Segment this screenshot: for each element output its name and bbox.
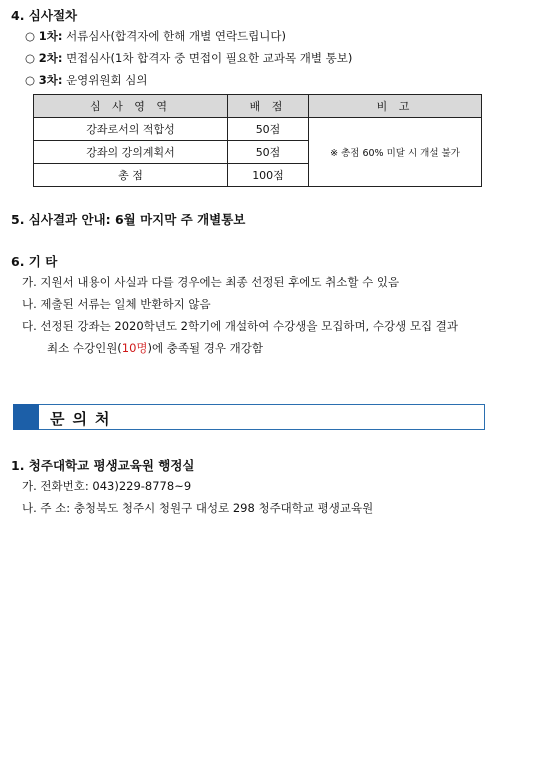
table-header-cell: 심 사 영 역 bbox=[34, 95, 228, 118]
table-header-row bbox=[34, 95, 482, 118]
circle-bullet-icon: ○ bbox=[25, 73, 36, 87]
table-cell-score: 50점 bbox=[228, 141, 309, 164]
review-step-text: 면접심사(1차 합격자 중 면접이 필요한 교과목 개별 통보) bbox=[66, 51, 353, 65]
table-cell-score: 100점 bbox=[228, 164, 309, 187]
min-enrollment-highlight: 10명 bbox=[121, 341, 148, 355]
review-step-text: 운영위원회 심의 bbox=[66, 73, 148, 87]
contact-phone bbox=[22, 478, 191, 494]
review-heading: 4. 심사절차 bbox=[11, 8, 78, 23]
misc-heading: 6. 기 타 bbox=[11, 254, 58, 269]
contact-section-bar bbox=[13, 404, 485, 430]
phone-text: 전화번호: 043)229-8778~9 bbox=[40, 479, 192, 493]
item-marker: 가. bbox=[22, 275, 37, 289]
misc-item-1 bbox=[22, 274, 399, 290]
table-cell-area: 강좌로서의 적합성 bbox=[34, 118, 228, 141]
contact-address bbox=[22, 500, 373, 516]
item-text: 제출된 서류는 일체 반환하지 않음 bbox=[40, 297, 211, 311]
item-marker: 다. bbox=[22, 319, 37, 333]
contact-section-title: 문의처 bbox=[50, 410, 118, 428]
circle-bullet-icon: ○ bbox=[25, 51, 36, 65]
review-step-label: 1차: bbox=[38, 29, 63, 43]
item-marker: 나. bbox=[22, 501, 37, 515]
table-header-cell: 비 고 bbox=[309, 95, 482, 118]
table-header-cell: 배 점 bbox=[228, 95, 309, 118]
review-step-text: 서류심사(합격자에 한해 개별 연락드립니다) bbox=[66, 29, 286, 43]
address-text: 주 소: 충청북도 청주시 청원구 대성로 298 청주대학교 평생교육원 bbox=[40, 501, 374, 515]
table-cell-area: 총 점 bbox=[34, 164, 228, 187]
section-accent-block bbox=[13, 404, 39, 430]
misc-item-3 bbox=[22, 318, 458, 334]
item-marker: 나. bbox=[22, 297, 37, 311]
misc-item-2 bbox=[22, 296, 211, 312]
table-cell-score: 50점 bbox=[228, 118, 309, 141]
table-note: ※ 총점 60% 미달 시 개설 불가 bbox=[309, 118, 482, 187]
score-table bbox=[33, 94, 482, 187]
review-step-label: 3차: bbox=[38, 73, 63, 87]
continuation-text: 최소 수강인원( bbox=[47, 341, 122, 355]
item-text: 선정된 강좌는 2020학년도 2학기에 개설하여 수강생을 모집하며, 수강생 모집 결과 bbox=[40, 319, 458, 333]
table-row bbox=[34, 118, 482, 141]
review-step-label: 2차: bbox=[38, 51, 63, 65]
misc-item-3-continuation bbox=[47, 340, 263, 356]
review-step-2 bbox=[25, 50, 352, 66]
review-step-1 bbox=[25, 28, 286, 44]
continuation-text: )에 충족될 경우 개강함 bbox=[147, 341, 263, 355]
item-text: 지원서 내용이 사실과 다를 경우에는 최종 선정된 후에도 취소할 수 있음 bbox=[40, 275, 400, 289]
contact-org-heading: 1. 청주대학교 평생교육원 행정실 bbox=[11, 458, 195, 473]
item-marker: 가. bbox=[22, 479, 37, 493]
result-heading: 5. 심사결과 안내: 6월 마지막 주 개별통보 bbox=[11, 212, 246, 227]
table-cell-area: 강좌의 강의계획서 bbox=[34, 141, 228, 164]
circle-bullet-icon: ○ bbox=[25, 29, 36, 43]
review-step-3 bbox=[25, 72, 148, 88]
